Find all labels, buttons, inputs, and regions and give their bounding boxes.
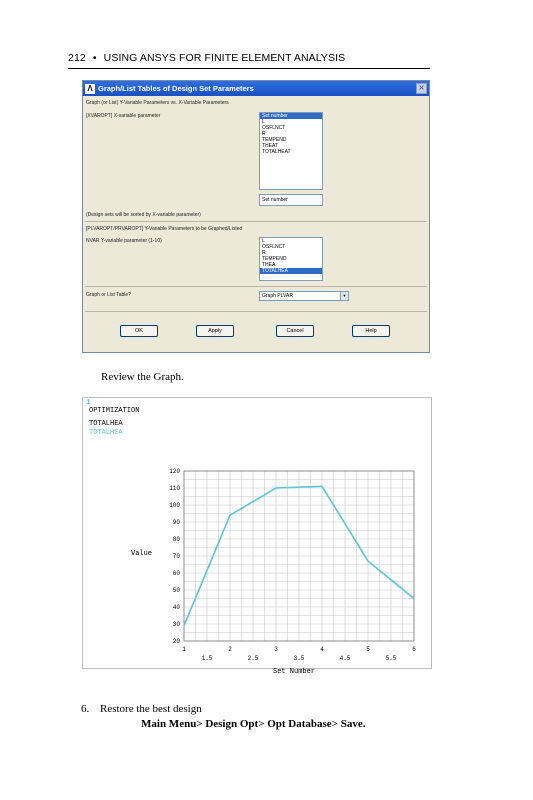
design-set-dialog xyxy=(82,80,430,353)
x-tick-label: 4 xyxy=(320,646,324,653)
y-tick-label: 70 xyxy=(172,553,180,560)
step-6 xyxy=(81,703,202,715)
y-tick-label: 120 xyxy=(169,468,180,475)
dialog-titlebar xyxy=(83,81,429,96)
legend-label-cyan: TOTALHEA xyxy=(89,429,123,437)
header-title: USING ANSYS FOR FINITE ELEMENT ANALYSIS xyxy=(103,52,346,64)
list-item[interactable]: THEA xyxy=(262,262,276,268)
x-tick-label: 1 xyxy=(182,646,186,653)
list-item[interactable]: TOTALHEA xyxy=(260,268,322,274)
window-number: 1 xyxy=(86,399,91,407)
x-axis-label: Set Number xyxy=(273,668,316,676)
xvar-listbox[interactable] xyxy=(259,112,323,190)
running-header xyxy=(68,52,345,64)
x-tick-label: 6 xyxy=(412,646,416,653)
graph-window xyxy=(82,397,432,676)
help-button[interactable]: Help xyxy=(352,325,390,337)
list-item[interactable]: OSFLNCT xyxy=(262,125,286,131)
x-tick-label: 5.5 xyxy=(385,655,397,662)
list-item[interactable]: L xyxy=(262,238,265,244)
y-tick-label: 100 xyxy=(169,502,180,509)
y-tick-label: 40 xyxy=(172,604,180,611)
list-item[interactable]: TEMPEND xyxy=(262,137,287,143)
x-tick-label: 2.5 xyxy=(247,655,259,662)
y-tick-label: 60 xyxy=(172,570,180,577)
page-number: 212 xyxy=(68,52,86,64)
nvar-label: NVAR Y-variable parameter (1-10) xyxy=(86,238,162,244)
chevron-down-icon[interactable]: ▼ xyxy=(340,292,348,300)
line-chart xyxy=(83,398,431,668)
step-text: Restore the best design xyxy=(100,703,202,715)
y-tick-label: 30 xyxy=(172,621,180,628)
y-tick-label: 20 xyxy=(172,638,180,645)
x-tick-label: 5 xyxy=(366,646,370,653)
list-item[interactable]: R xyxy=(262,250,266,256)
close-icon[interactable]: ✕ xyxy=(416,83,427,94)
list-item[interactable]: L xyxy=(262,119,265,125)
caption: Review the Graph. xyxy=(101,371,184,383)
graph-or-list-select[interactable] xyxy=(259,291,349,301)
list-item[interactable]: THEAT xyxy=(262,143,279,149)
separator xyxy=(85,286,427,287)
x-tick-label: 1.5 xyxy=(201,655,213,662)
header-rule xyxy=(68,68,430,69)
list-item[interactable]: TEMPEND xyxy=(262,256,287,262)
graph-or-list-label: Graph or List Table? xyxy=(86,292,131,298)
menu-path: Main Menu> Design Opt> Opt Database> Save. xyxy=(141,718,366,730)
ok-button[interactable]: OK xyxy=(120,325,158,337)
y-tick-label: 80 xyxy=(172,536,180,543)
apply-button[interactable]: Apply xyxy=(196,325,234,337)
xvar-label: [XVAROPT] X-variable parameter xyxy=(86,113,161,119)
ansys-logo-icon: Λ xyxy=(85,84,95,94)
y-axis-label: Value xyxy=(131,550,153,558)
separator xyxy=(85,221,427,222)
legend-label-black: TOTALHEA xyxy=(89,420,123,428)
header-bullet: • xyxy=(92,52,97,64)
list-item[interactable]: R xyxy=(262,131,266,137)
x-tick-label: 3.5 xyxy=(293,655,305,662)
list-item[interactable]: Set number xyxy=(260,113,322,119)
step-number: 6. xyxy=(81,703,90,715)
x-tick-label: 4.5 xyxy=(339,655,351,662)
y-tick-label: 50 xyxy=(172,587,180,594)
yvar-listbox[interactable] xyxy=(259,237,323,281)
xvar-selected-field[interactable]: Set number xyxy=(259,194,323,206)
x-tick-label: 3 xyxy=(274,646,278,653)
list-item[interactable]: OSFLNCT xyxy=(262,244,286,250)
dialog-title: Graph/List Tables of Design Set Parameters xyxy=(98,84,254,93)
cancel-button[interactable]: Cancel xyxy=(276,325,314,337)
y-tick-label: 90 xyxy=(172,519,180,526)
yvar-heading: [PLVAROPT/PRVAROPT] Y-Variable Parameters to be Graphed/Listed xyxy=(86,226,243,232)
graph-or-list-value: Graph PLVAR xyxy=(262,293,293,299)
x-tick-label: 2 xyxy=(228,646,232,653)
list-item[interactable]: TOTALHEAT xyxy=(262,149,291,155)
separator xyxy=(85,311,427,312)
dialog-line1: Graph (or List) Y-Variable Parameters vs. X-Variable Parameters xyxy=(86,100,229,106)
sort-note: (Design sets will be sorted by X-variable parameter) xyxy=(86,212,201,218)
graph-title: OPTIMIZATION xyxy=(89,407,140,415)
y-tick-label: 110 xyxy=(169,485,180,492)
